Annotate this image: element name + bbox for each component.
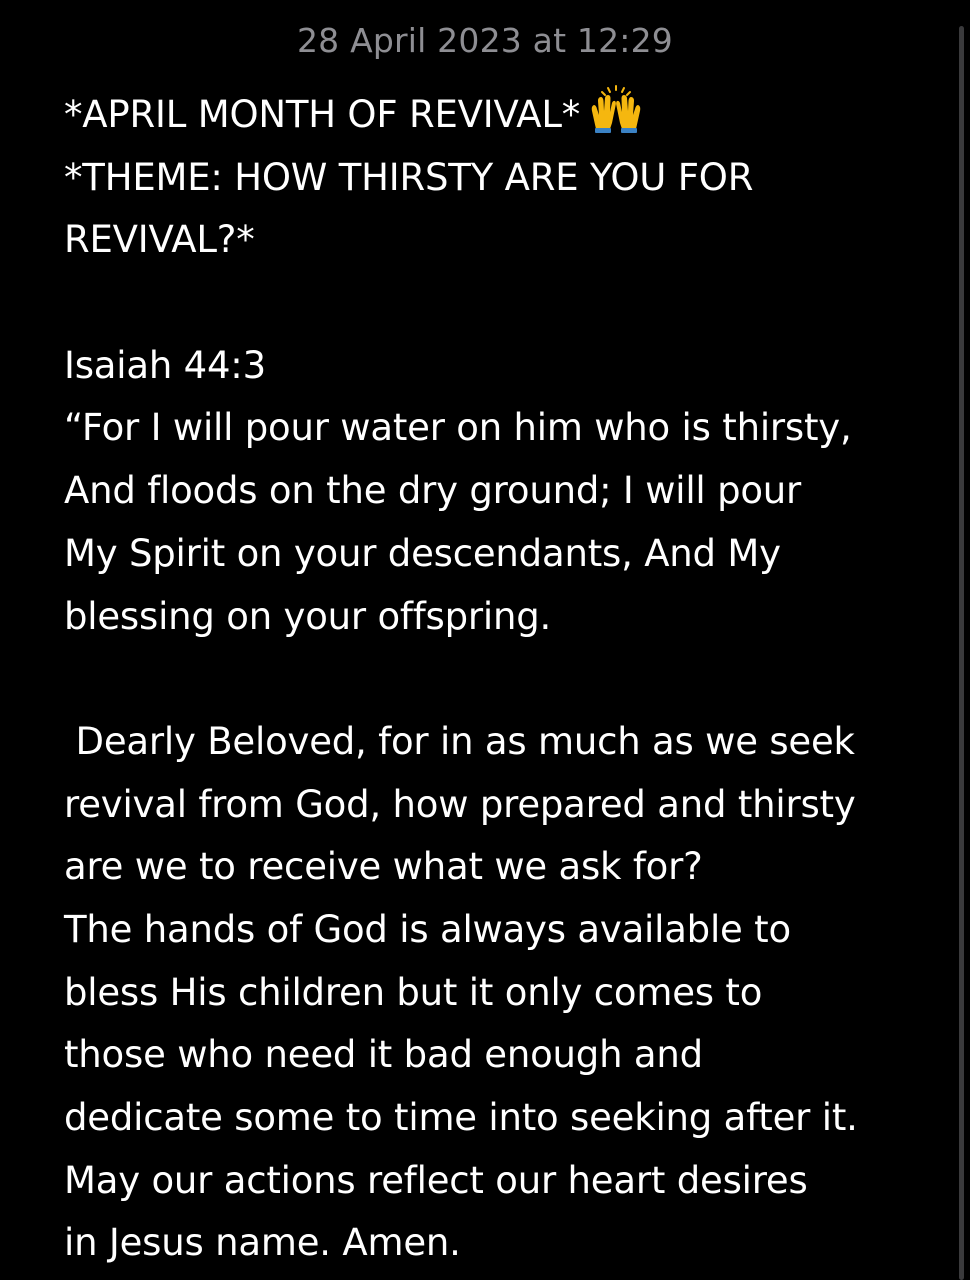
vertical-scrollbar[interactable] (959, 26, 964, 1280)
message-line: are we to receive what we ask for? (64, 845, 703, 889)
scripture-line: “For I will pour water on him who is thirsty, (64, 406, 852, 450)
title-line (64, 84, 944, 147)
title-line: *THEME: HOW THIRSTY ARE YOU FOR (64, 155, 754, 199)
message-line: bless His children but it only comes to (64, 970, 763, 1014)
message-line: May our actions reflect our heart desires (64, 1158, 808, 1202)
title-line: REVIVAL?* (64, 218, 255, 262)
blank-line (64, 648, 944, 711)
message-line: revival from God, how prepared and thirsty (64, 782, 856, 826)
note-body[interactable] (64, 84, 944, 1275)
message-line: in Jesus name. Amen. (64, 1221, 461, 1265)
raising-hands-icon (588, 85, 644, 153)
scripture-line: blessing on your offspring. (64, 594, 552, 638)
message-line: The hands of God is always available to (64, 907, 791, 951)
note-timestamp: 28 April 2023 at 12:29 (296, 21, 674, 60)
blank-line (64, 272, 944, 335)
scripture-line: My Spirit on your descendants, And My (64, 531, 781, 575)
message-line: dedicate some to time into seeking after it. (64, 1096, 858, 1139)
message-line: those who need it bad enough and (64, 1033, 703, 1077)
scripture-reference: Isaiah 44:3 (64, 343, 266, 387)
title-line-text: *APRIL MONTH OF REVIVAL* (64, 93, 581, 136)
message-line: Dearly Beloved, for in as much as we seek (64, 719, 855, 763)
scripture-line: And floods on the dry ground; I will pour (64, 469, 802, 513)
